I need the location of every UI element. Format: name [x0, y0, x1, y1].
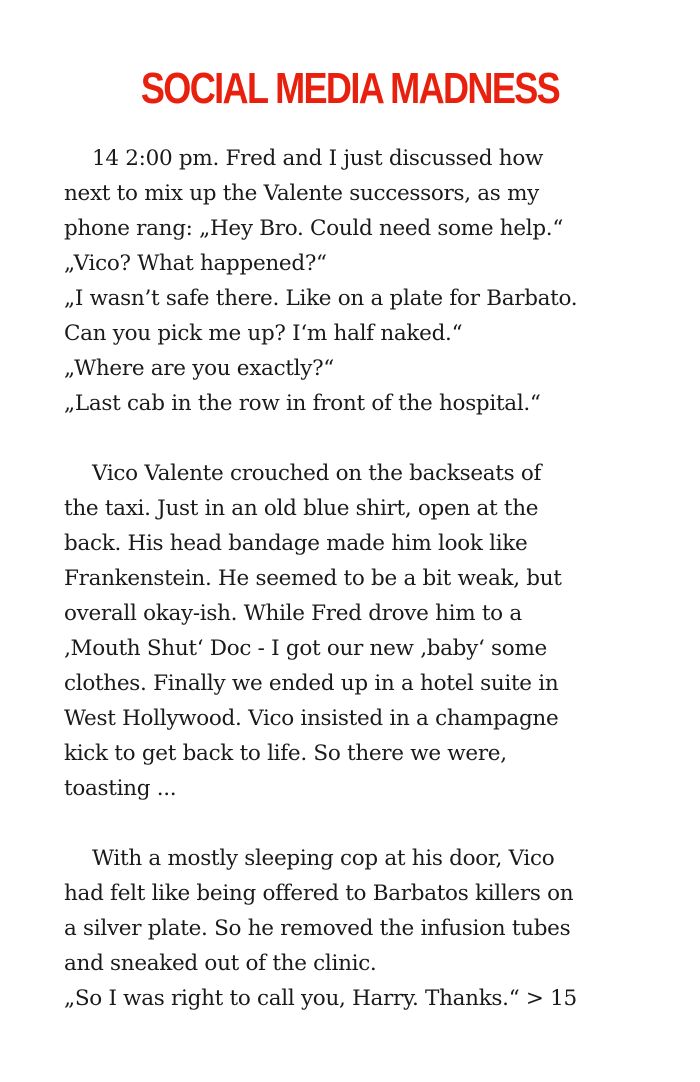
paragraph-gap — [64, 806, 664, 841]
text-line: next to mix up the Valente successors, as my — [64, 181, 540, 206]
text-line: Vico Valente crouched on the backseats of — [92, 461, 542, 486]
text-line: „I wasn’t safe there. Like on a plate for Barbato. — [64, 286, 578, 311]
paragraph-gap — [64, 421, 664, 456]
text-line: the taxi. Just in an old blue shirt, open at the — [64, 496, 539, 521]
text-line: and sneaked out of the clinic. — [64, 951, 377, 976]
paragraph-3 — [64, 841, 664, 1016]
text-line: overall okay-ish. While Fred drove him to a — [64, 601, 522, 626]
text-line: toasting ... — [64, 776, 177, 801]
text-line: „So I was right to call you, Harry. Thanks.“ > 15 — [64, 986, 577, 1011]
story-text — [64, 141, 664, 1016]
text-line: Can you pick me up? I‘m half naked.“ — [64, 321, 463, 346]
text-line: With a mostly sleeping cop at his door, Vico — [92, 846, 555, 871]
paragraph-2 — [64, 456, 664, 806]
text-line: kick to get back to life. So there we were, — [64, 741, 507, 766]
text-line: a silver plate. So he removed the infusion tubes — [64, 916, 571, 941]
text-line: „Vico? What happened?“ — [64, 251, 327, 276]
paragraph-1 — [64, 141, 664, 421]
text-line: clothes. Finally we ended up in a hotel suite in — [64, 671, 559, 696]
text-line: West Hollywood. Vico insisted in a champagne — [64, 706, 559, 731]
text-line: 14 2:00 pm. Fred and I just discussed how — [92, 146, 544, 171]
text-line: „Last cab in the row in front of the hospital.“ — [64, 391, 541, 416]
text-line: back. His head bandage made him look like — [64, 531, 528, 556]
page-title: SOCIAL MEDIA MADNESS — [140, 64, 560, 113]
text-line: had felt like being offered to Barbatos killers on — [64, 881, 574, 906]
text-line: „Where are you exactly?“ — [64, 356, 334, 381]
text-line: phone rang: „Hey Bro. Could need some help.“ — [64, 216, 564, 241]
text-line: ‚Mouth Shut‘ Doc - I got our new ‚baby‘ some — [64, 636, 547, 661]
text-line: Frankenstein. He seemed to be a bit weak, but — [64, 566, 562, 591]
